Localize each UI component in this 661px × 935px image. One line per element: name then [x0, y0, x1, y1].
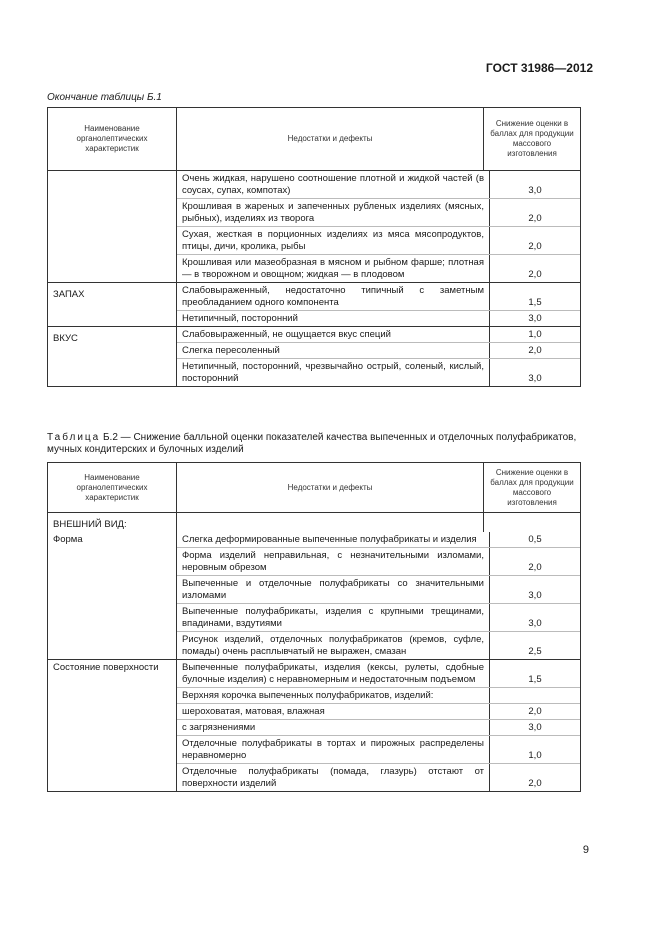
defect-text: Форма изделий неправильная, с незначительными изломами, неровным обрезом — [182, 550, 484, 573]
score-value: 1,5 — [489, 660, 580, 687]
score-value: 3,0 — [489, 359, 580, 386]
defect-text: Очень жидкая, нарушено соотношение плотной и жидкой частей (в соусах, супах, компотах) — [182, 173, 484, 196]
defect-row — [177, 199, 580, 227]
defect-row — [177, 720, 580, 736]
table-row-group — [48, 327, 581, 387]
score-value: 1,0 — [489, 327, 580, 342]
defects-cell — [177, 171, 581, 283]
score-value: 2,0 — [489, 704, 580, 719]
defect-text: с загрязнениями — [182, 722, 256, 733]
defect-row — [177, 359, 580, 386]
document-code: ГОСТ 31986—2012 — [485, 61, 593, 75]
section-row — [48, 513, 581, 533]
section-empty-cell — [484, 513, 581, 533]
score-value: 3,0 — [489, 720, 580, 735]
section-title: ВНЕШНИЙ ВИД: — [53, 519, 127, 530]
defect-row — [177, 604, 580, 632]
defect-row — [177, 548, 580, 576]
defect-text: Слегка деформированные выпеченные полуфабрикаты и изделия — [182, 534, 477, 545]
defect-row — [177, 532, 580, 548]
defect-text: Отделочные полуфабрикаты в тортах и пирожных распределены неравномерно — [182, 738, 484, 761]
defect-row — [177, 327, 580, 343]
score-value: 2,0 — [489, 255, 580, 282]
score-value: 3,0 — [489, 604, 580, 631]
defect-text: Выпеченные полуфабрикаты, изделия с крупными трещинами, впадинами, вздутиями — [182, 606, 484, 629]
score-value: 2,0 — [489, 227, 580, 254]
defect-text: Нетипичный, посторонний, чрезвычайно острый, соленый, кислый, посторонний — [182, 361, 484, 384]
score-value: 2,0 — [489, 764, 580, 791]
score-value: 2,0 — [489, 343, 580, 358]
score-value: 2,5 — [489, 632, 580, 659]
score-value: 3,0 — [489, 311, 580, 326]
table1 — [47, 107, 581, 387]
characteristic-cell — [48, 532, 177, 660]
table-row-group — [48, 532, 581, 660]
section-empty-cell — [177, 513, 484, 533]
score-value: 2,0 — [489, 548, 580, 575]
defect-text: Отделочные полуфабрикаты (помада, глазурь) отстают от поверхности изделий — [182, 766, 484, 789]
defect-row — [177, 227, 580, 255]
table1-header-score: Снижение оценки в баллах для продукции массового изготовления — [484, 108, 581, 171]
defect-row — [177, 688, 580, 704]
defect-text: Слабовыраженный, недостаточно типичный с заметным преобладанием одного компонента — [182, 285, 484, 308]
score-value: 1,0 — [489, 736, 580, 763]
score-value: 3,0 — [489, 576, 580, 603]
table1-header-defects: Недостатки и дефекты — [177, 108, 484, 171]
characteristic-name — [48, 171, 176, 177]
defect-text: Слабовыраженный, не ощущается вкус специй — [182, 329, 391, 340]
table2-caption — [47, 432, 607, 456]
defect-row — [177, 632, 580, 659]
score-value: 3,0 — [489, 171, 580, 198]
score-value: 1,5 — [489, 283, 580, 310]
score-value: 0,5 — [489, 532, 580, 547]
table-row-group — [48, 283, 581, 327]
defect-text: Верхняя корочка выпеченных полуфабрикатов, изделий: — [182, 690, 434, 701]
defects-cell — [177, 660, 581, 792]
table2-caption-label: Таблица — [47, 432, 101, 443]
table2-header-characteristic: Наименование органолептических характеристик — [48, 463, 177, 513]
table-row-group — [48, 171, 581, 283]
table-row-group — [48, 660, 581, 792]
table2 — [47, 462, 581, 792]
characteristic-name: ЗАПАХ — [53, 289, 85, 300]
defect-text: Рисунок изделий, отделочных полуфабрикатов (кремов, суфле, помады) очень расплывчатый не выражен, смазан — [182, 634, 484, 657]
defect-row — [177, 704, 580, 720]
defect-text: Выпеченные полуфабрикаты, изделия (кексы, рулеты, сдобные булочные изделия) с неравномерным и недостаточным подъемом — [182, 662, 484, 685]
defect-text: Крошливая в жареных и запеченных рубленых изделиях (мясных, рыбных), изделиях из творога — [182, 201, 484, 224]
defect-row — [177, 171, 580, 199]
defect-row — [177, 660, 580, 688]
characteristic-name: Состояние поверхности — [53, 662, 159, 673]
defect-row — [177, 283, 580, 311]
defect-text: Нетипичный, посторонний — [182, 313, 298, 324]
defect-text: Сухая, жесткая в порционных изделиях из мяса мясопродуктов, птицы, дичи, кролика, рыбы — [182, 229, 484, 252]
table2-header-score: Снижение оценки в баллах для продукции массового изготовления — [484, 463, 581, 513]
table1-caption: Окончание таблицы Б.1 — [47, 92, 162, 103]
score-value: 2,0 — [489, 199, 580, 226]
defect-row — [177, 255, 580, 282]
table2-header-defects: Недостатки и дефекты — [177, 463, 484, 513]
characteristic-cell — [48, 660, 177, 792]
table1-header-characteristic: Наименование органолептических характеристик — [48, 108, 177, 171]
characteristic-cell — [48, 327, 177, 387]
table2-caption-text: Б.2 — Снижение балльной оценки показателей качества выпеченных и отделочных полуфабрикатов, мучных кондитерских и булочных изделий — [47, 432, 577, 455]
defect-text: Крошливая или мазеобразная в мясном и рыбном фарше; плотная — в творожном и овощном; жидкая — в плодовом — [182, 257, 484, 280]
defects-cell — [177, 532, 581, 660]
defect-row — [177, 576, 580, 604]
section-cell — [48, 513, 177, 533]
characteristic-cell — [48, 283, 177, 327]
defects-cell — [177, 283, 581, 327]
characteristic-name: ВКУС — [53, 333, 78, 344]
defect-text: шероховатая, матовая, влажная — [182, 706, 325, 717]
characteristic-cell — [48, 171, 177, 283]
defect-row — [177, 343, 580, 359]
characteristic-name: Форма — [53, 534, 83, 545]
defects-cell — [177, 327, 581, 387]
defect-row — [177, 311, 580, 326]
defect-text: Слегка пересоленный — [182, 345, 280, 356]
defect-row — [177, 736, 580, 764]
defect-text: Выпеченные и отделочные полуфабрикаты со значительными изломами — [182, 578, 484, 601]
defect-row — [177, 764, 580, 791]
page-number: 9 — [582, 844, 589, 856]
score-value — [489, 688, 580, 703]
